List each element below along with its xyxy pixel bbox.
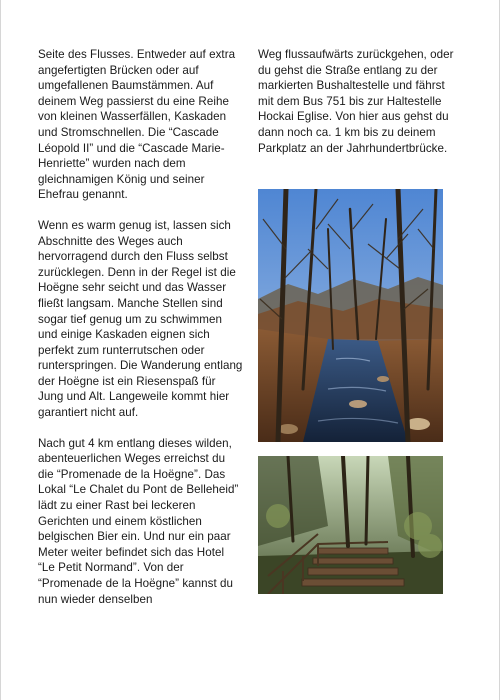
photo-forest-steps — [258, 456, 443, 594]
paragraph-promenade: Nach gut 4 km entlang dieses wilden, abenteuerlichen Weges erreichst du die “Promenade de la Hoëgne”. Das Lokal “Le Chalet du Pont de Belleheid” lädt zu einer Rast bei leckeren Gerichten und einem köstlichen belgischen Bier ein. Und nur ein paar Meter weiter befindet sich das Hotel “Le Petit Normand”. Von der “Promenade de la Hoëgne” kannst du nun wieder denselben — [38, 436, 239, 606]
paragraph-return-route: Weg flussaufwärts zurückgehen, oder du gehst die Straße entlang zu der markierten Bushaltestelle und fährst mit dem Bus 751 bis zur Haltestelle Hockai Eglise. Von hier aus gehst du dann noch ca. 1 km bis zu deinem Parkplatz an der Jahrhundertbrücke. — [258, 48, 454, 155]
right-text-column — [258, 47, 458, 171]
photo-forest-stream — [258, 189, 443, 442]
left-text-column — [38, 47, 243, 622]
paragraph-walking-in-river: Wenn es warm genug ist, lassen sich Abschnitte des Weges auch hervorragend durch den Fluss selbst zurücklegen. Denn in der Regel ist die Hoëgne sehr seicht und das Wasser fließt langsam. Manche Stellen sind sogar tief genug um zu schwimmen und einige Kaskaden eignen sich perfekt zum runterrutschen oder runterspringen. Die Wanderung entlang der Hoëgne ist ein Riesenspaß für Jung und Alt. Langeweile kommt hier garantiert nicht auf. — [38, 218, 243, 420]
paragraph-cascades: Seite des Flusses. Entweder auf extra angefertigten Brücken oder auf umgefallenen Baumstämmen. Auf deinem Weg passierst du eine Reihe von kleinen Wasserfällen, Kaskaden und Stromschnellen. Die “Cascade Léopold II” und die “Cascade Marie-Henriette” wurden nach dem gleichnamigen König und seiner Ehefrau genannt. — [38, 48, 236, 202]
